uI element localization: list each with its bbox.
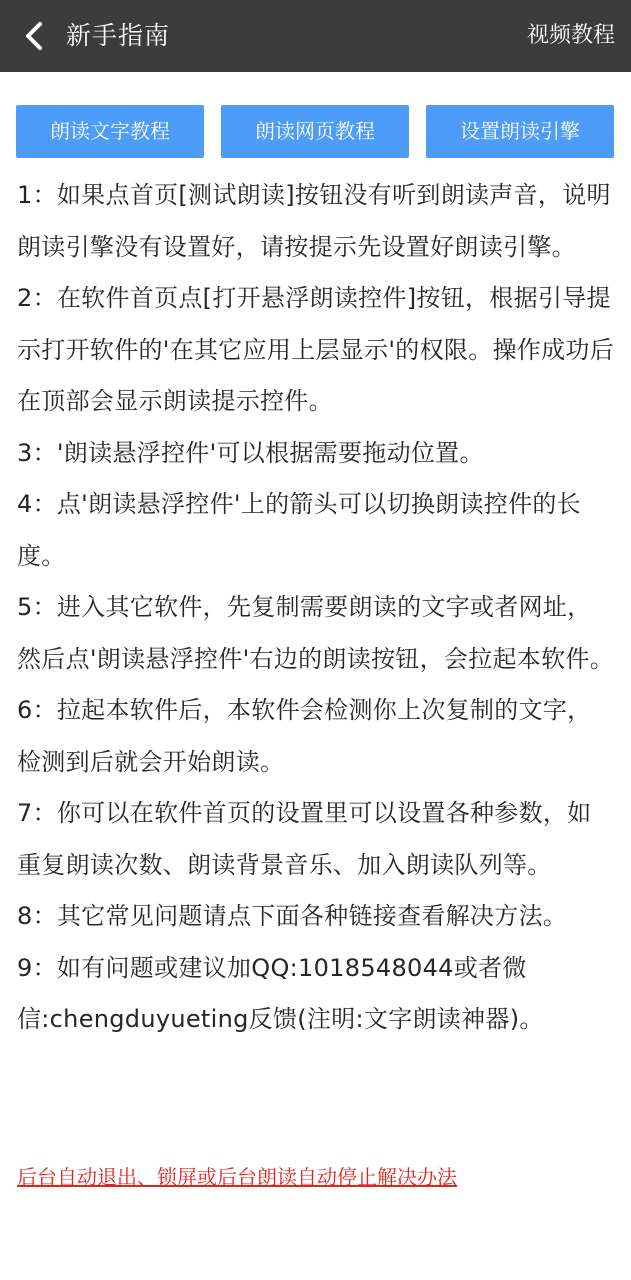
instruction-item-2: 2：在软件首页点[打开悬浮朗读控件]按钮，根据引导提示打开软件的'在其它应用上层显示'的权限。操作成功后在顶部会显示朗读提示控件。 <box>17 284 614 415</box>
tutorial-button-row <box>16 105 614 158</box>
set-tts-engine-button[interactable]: 设置朗读引擎 <box>426 105 614 158</box>
instruction-item-8: 8：其它常见问题请点下面各种链接查看解决方法。 <box>17 902 568 930</box>
instruction-item-6: 6：拉起本软件后，本软件会检测你上次复制的文字，检测到后就会开始朗读。 <box>17 696 592 776</box>
page-title: 新手指南 <box>66 21 171 50</box>
read-text-tutorial-button[interactable]: 朗读文字教程 <box>16 105 204 158</box>
instruction-item-3: 3：'朗读悬浮控件'可以根据需要拖动位置。 <box>17 438 484 467</box>
instruction-item-7: 7：你可以在软件首页的设置里可以设置各种参数，如重复朗读次数、朗读背景音乐、加入朗读队列等。 <box>17 799 592 879</box>
video-tutorial-button[interactable]: 视频教程 <box>526 23 615 48</box>
chevron-left-icon[interactable] <box>20 20 52 52</box>
instructions-list <box>17 170 615 1046</box>
instruction-item-9: 9：如有问题或建议加QQ:1018548044或者微信:chengduyueting反馈(注明:文字朗读神器)。 <box>17 953 544 1033</box>
read-webpage-tutorial-button[interactable]: 朗读网页教程 <box>221 105 409 158</box>
background-exit-fix-link[interactable]: 后台自动退出、锁屏或后台朗读自动停止解决办法 <box>17 1165 457 1189</box>
top-bar <box>0 0 631 72</box>
instruction-item-4: 4：点'朗读悬浮控件'上的箭头可以切换朗读控件的长度。 <box>17 490 581 570</box>
instruction-item-1: 1：如果点首页[测试朗读]按钮没有听到朗读声音，说明朗读引擎没有设置好，请按提示先设置好朗读引擎。 <box>17 181 611 261</box>
instruction-item-5: 5：进入其它软件，先复制需要朗读的文字或者网址，然后点'朗读悬浮控件'右边的朗读按钮，会拉起本软件。 <box>17 593 614 673</box>
